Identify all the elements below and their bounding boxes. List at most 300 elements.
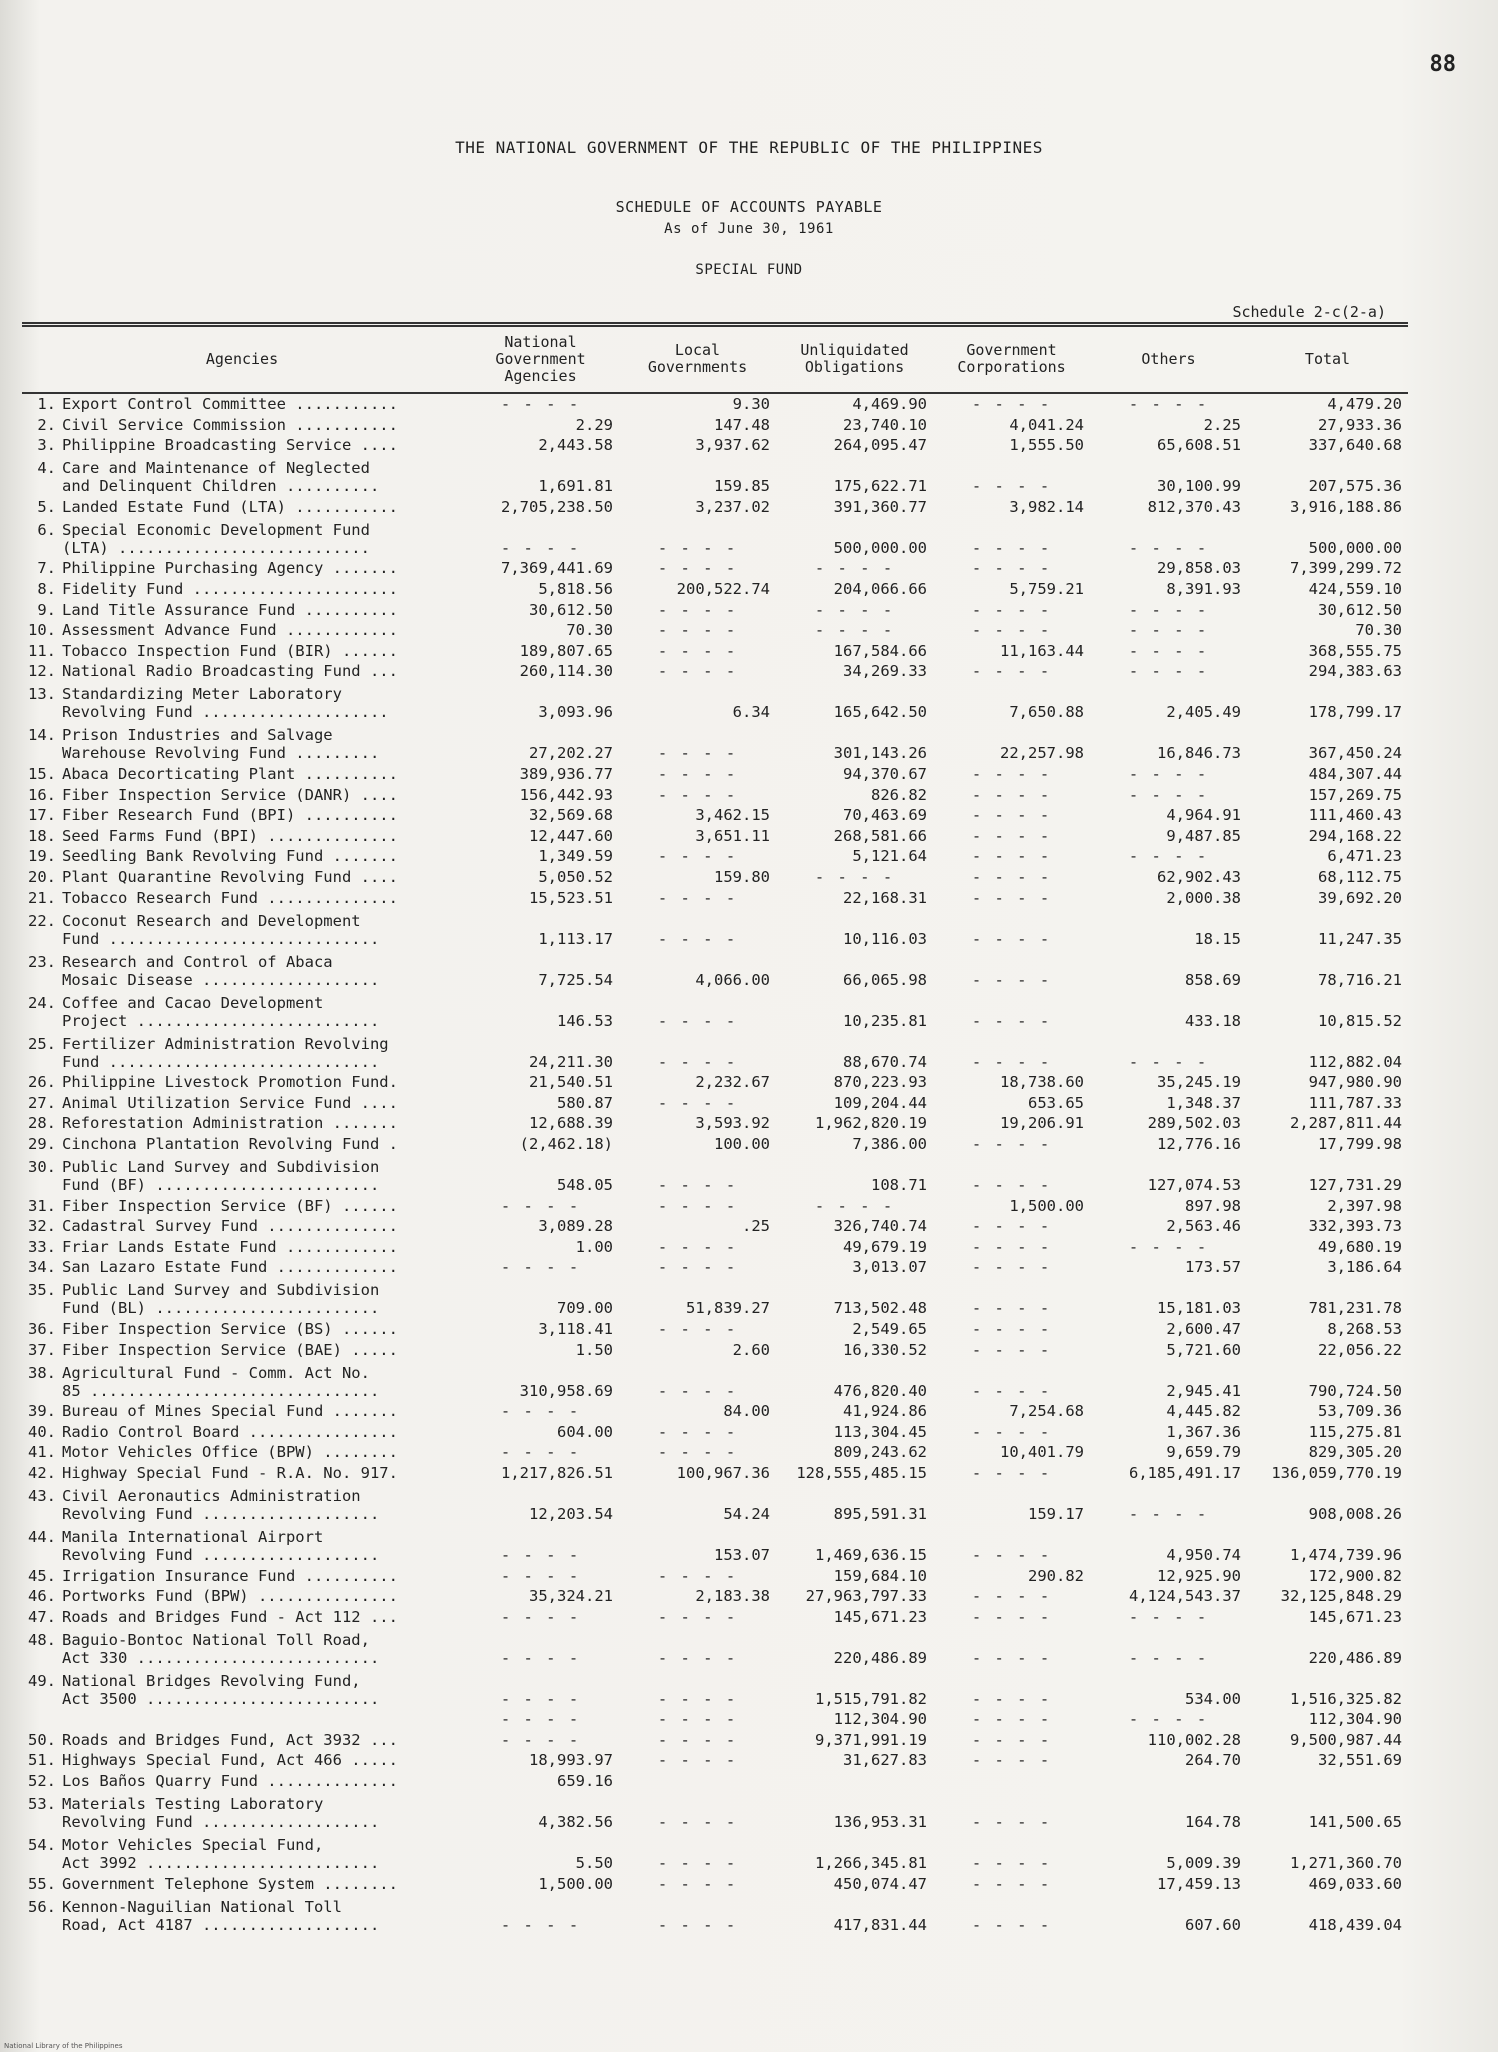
- national-government-value: - - - -: [500, 1566, 581, 1585]
- row-number: 54.: [28, 1836, 56, 1855]
- local-governments-value: 159.80: [714, 868, 770, 886]
- total-value: 17,799.98: [1318, 1134, 1402, 1153]
- table-row: [22, 762, 1408, 783]
- row-number: 36.: [28, 1319, 56, 1338]
- table-row: [22, 1626, 1408, 1667]
- row-number: 41.: [28, 1443, 56, 1462]
- local-governments-value: 54.24: [723, 1504, 770, 1523]
- agency-cell: [22, 762, 462, 783]
- unliquidated-obligations-value: 16,330.52: [843, 1340, 927, 1359]
- table-row: [22, 783, 1408, 804]
- total-value: 220,486.89: [1308, 1648, 1402, 1667]
- local-governments-value: - - - -: [657, 641, 738, 660]
- agency-name-continued: [28, 1916, 456, 1934]
- local-governments-value: - - - -: [657, 1011, 738, 1030]
- total-value: 781,231.78: [1308, 1299, 1402, 1318]
- row-number: 22.: [28, 911, 56, 930]
- others-value: 2,945.41: [1166, 1381, 1241, 1400]
- agency-cell: [22, 1749, 462, 1770]
- agency-text: Motor Vehicles Office (BPW) ........: [62, 1443, 398, 1462]
- schedule-label: Schedule 2-c(2-a): [1232, 303, 1386, 321]
- government-corporations-value: - - - -: [971, 600, 1052, 619]
- government-corporations-value: - - - -: [971, 395, 1052, 414]
- national-government-value: 12,688.39: [529, 1114, 613, 1133]
- row-number: 25.: [28, 1034, 56, 1053]
- others-value: 1,367.36: [1166, 1422, 1241, 1441]
- page-number: 88: [1429, 52, 1456, 77]
- agency-cell: [22, 639, 462, 660]
- table-row: [22, 1728, 1408, 1749]
- row-number: 26.: [28, 1073, 56, 1092]
- agency-text: Coconut Research and Development: [62, 911, 361, 930]
- agency-name: [28, 621, 398, 639]
- total-value: 136,059,770.19: [1271, 1463, 1402, 1482]
- government-corporations-value: 19,206.91: [1000, 1114, 1084, 1133]
- unliquidated-obligations-value: - - - -: [814, 600, 895, 619]
- agency-cell: [22, 660, 462, 681]
- unliquidated-obligations-value: 476,820.40: [833, 1381, 927, 1400]
- unliquidated-obligations-value: 4,469.90: [852, 395, 927, 414]
- national-government-value: 5,818.56: [538, 580, 613, 599]
- local-governments-value: - - - -: [657, 1648, 738, 1667]
- agency-cell: [22, 1605, 462, 1626]
- unliquidated-obligations-value: 10,116.03: [843, 929, 927, 948]
- agency-name: [28, 498, 398, 516]
- unliquidated-obligations-value: 113,304.45: [833, 1422, 927, 1441]
- local-governments-value: - - - -: [657, 1196, 738, 1215]
- agency-cell: [22, 1831, 462, 1872]
- unliquidated-obligations-value: 112,304.90: [833, 1710, 927, 1729]
- local-governments-value: - - - -: [657, 1730, 738, 1749]
- agency-text: Reforestation Administration .......: [62, 1114, 398, 1133]
- agency-cell: [22, 393, 462, 414]
- agency-text: Standardizing Meter Laboratory: [62, 685, 342, 704]
- national-government-value: - - - -: [500, 1443, 581, 1462]
- unliquidated-obligations-value: - - - -: [814, 868, 895, 886]
- unliquidated-obligations-value: 713,502.48: [833, 1299, 927, 1318]
- national-government-value: - - - -: [500, 1689, 581, 1708]
- agency-text: Baguio-Bontoc National Toll Road,: [62, 1630, 370, 1649]
- government-corporations-value: - - - -: [971, 1874, 1052, 1893]
- unliquidated-obligations-value: 809,243.62: [833, 1443, 927, 1462]
- table-row: [22, 1605, 1408, 1626]
- agency-name: [28, 1114, 398, 1132]
- local-governments-value: - - - -: [657, 1607, 738, 1626]
- others-value: 65,608.51: [1157, 436, 1241, 455]
- agency-cell: [22, 1153, 462, 1194]
- local-governments-value: - - - -: [657, 1710, 738, 1729]
- row-number: 52.: [28, 1772, 56, 1791]
- government-corporations-value: - - - -: [971, 1340, 1052, 1359]
- total-value: 30,612.50: [1318, 600, 1402, 619]
- table-row: [22, 1872, 1408, 1893]
- agency-text: Civil Aeronautics Administration: [62, 1486, 361, 1505]
- unliquidated-obligations-value: 3,013.07: [852, 1258, 927, 1277]
- agency-text: 85 ...............................: [62, 1381, 380, 1400]
- government-corporations-value: - - - -: [971, 847, 1052, 866]
- agency-text: Project ..........................: [62, 1011, 380, 1030]
- table-row: [22, 1564, 1408, 1585]
- agency-cell: [22, 1215, 462, 1236]
- row-number: 15.: [28, 765, 56, 784]
- local-governments-value: - - - -: [657, 1237, 738, 1256]
- others-value: 858.69: [1185, 970, 1241, 989]
- table-row: [22, 907, 1408, 948]
- agency-text: Special Economic Development Fund: [62, 520, 370, 539]
- local-governments-value: - - - -: [657, 888, 738, 907]
- government-corporations-value: 290.82: [1028, 1566, 1084, 1585]
- unliquidated-obligations-value: 10,235.81: [843, 1011, 927, 1030]
- agency-name: [28, 1487, 456, 1505]
- government-corporations-value: - - - -: [971, 1381, 1052, 1400]
- agency-text: Assessment Advance Fund ............: [62, 621, 398, 640]
- total-value: 11,247.35: [1318, 929, 1402, 948]
- local-governments-value: 2.60: [732, 1340, 770, 1359]
- total-value: 337,640.68: [1308, 436, 1402, 455]
- local-governments-value: 100,967.36: [676, 1463, 770, 1482]
- government-corporations-value: - - - -: [971, 1751, 1052, 1770]
- agency-name-continued: [28, 744, 456, 762]
- row-number: 53.: [28, 1795, 56, 1814]
- unliquidated-obligations-value: 109,204.44: [833, 1093, 927, 1112]
- agency-text: Cadastral Survey Fund ..............: [62, 1217, 398, 1236]
- local-governments-value: 3,593.92: [695, 1114, 770, 1133]
- national-government-value: 5.50: [575, 1854, 613, 1873]
- others-value: 5,721.60: [1166, 1340, 1241, 1359]
- national-government-value: 15,523.51: [529, 888, 613, 907]
- total-value: 332,393.73: [1308, 1217, 1402, 1236]
- national-government-value: - - - -: [500, 1196, 581, 1215]
- others-value: - - - -: [1128, 1710, 1209, 1729]
- national-government-value: - - - -: [500, 1730, 581, 1749]
- government-corporations-value: 653.65: [1028, 1093, 1084, 1112]
- agency-name: [28, 1772, 398, 1790]
- table-row: [22, 865, 1408, 886]
- agency-cell: [22, 845, 462, 866]
- government-corporations-value: - - - -: [971, 868, 1052, 886]
- total-value: 9,500,987.44: [1290, 1730, 1402, 1749]
- agency-text: Act 3500 .........................: [62, 1689, 380, 1708]
- local-governments-value: - - - -: [657, 621, 738, 640]
- total-value: 294,168.22: [1308, 826, 1402, 845]
- unliquidated-obligations-value: 31,627.83: [843, 1751, 927, 1770]
- local-governments-value: .25: [742, 1217, 770, 1236]
- agency-cell: [22, 1235, 462, 1256]
- local-governments-value: 200,522.74: [676, 580, 770, 599]
- total-value: 22,056.22: [1318, 1340, 1402, 1359]
- table-row: [22, 1769, 1408, 1790]
- government-corporations-value: - - - -: [971, 1648, 1052, 1667]
- government-corporations-value: - - - -: [971, 477, 1052, 496]
- local-governments-value: - - - -: [657, 785, 738, 804]
- table-row: [22, 1461, 1408, 1482]
- government-corporations-value: 159.17: [1028, 1504, 1084, 1523]
- agency-text: Act 330 ..........................: [62, 1648, 380, 1667]
- government-corporations-value: - - - -: [971, 1854, 1052, 1873]
- others-value: - - - -: [1128, 600, 1209, 619]
- others-value: 4,445.82: [1166, 1402, 1241, 1421]
- national-government-value: - - - -: [500, 1915, 581, 1934]
- table-row: [22, 1482, 1408, 1523]
- agency-text: Prison Industries and Salvage: [62, 726, 333, 745]
- national-government-value: 7,725.54: [538, 970, 613, 989]
- row-number: 30.: [28, 1157, 56, 1176]
- total-value: 294,383.63: [1308, 662, 1402, 681]
- row-number: 47.: [28, 1607, 56, 1626]
- agency-cell: [22, 907, 462, 948]
- agency-text: Fund (BF) ........................: [62, 1175, 380, 1194]
- table-row: [22, 680, 1408, 721]
- unliquidated-obligations-value: 391,360.77: [833, 497, 927, 516]
- national-government-value: 1.00: [575, 1237, 613, 1256]
- row-number: 12.: [28, 662, 56, 681]
- row-number: 18.: [28, 826, 56, 845]
- total-value: 8,268.53: [1327, 1319, 1402, 1338]
- agency-cell: [22, 1667, 462, 1708]
- total-value: 49,680.19: [1318, 1237, 1402, 1256]
- agency-cell: [22, 516, 462, 557]
- local-governments-value: 153.07: [714, 1545, 770, 1564]
- agency-name: [28, 395, 398, 413]
- unliquidated-obligations-value: 1,266,345.81: [815, 1854, 927, 1873]
- agency-name: [28, 1710, 62, 1728]
- agency-cell: [22, 1317, 462, 1338]
- total-value: 172,900.82: [1308, 1566, 1402, 1585]
- table-row: [22, 1194, 1408, 1215]
- agency-cell: [22, 989, 462, 1030]
- row-number: 46.: [28, 1587, 56, 1606]
- local-governments-value: - - - -: [657, 929, 738, 948]
- total-value: 27,933.36: [1318, 415, 1402, 434]
- unliquidated-obligations-value: 22,168.31: [843, 888, 927, 907]
- others-value: - - - -: [1128, 765, 1209, 784]
- government-corporations-value: 11,163.44: [1000, 641, 1084, 660]
- table-row: [22, 1441, 1408, 1462]
- government-corporations-value: [933, 1769, 1090, 1790]
- others-value: 110,002.28: [1147, 1730, 1241, 1749]
- agency-name-continued: [28, 703, 456, 721]
- unliquidated-obligations-value: 159,684.10: [833, 1566, 927, 1585]
- table-row: [22, 845, 1408, 866]
- government-corporations-value: - - - -: [971, 1237, 1052, 1256]
- total-value: 3,186.64: [1327, 1258, 1402, 1277]
- row-number: 34.: [28, 1258, 56, 1277]
- national-government-value: 580.87: [557, 1093, 613, 1112]
- national-government-value: 21,540.51: [529, 1073, 613, 1092]
- table-row: [22, 393, 1408, 414]
- government-corporations-value: - - - -: [971, 1463, 1052, 1482]
- national-government-value: 1,217,826.51: [501, 1463, 613, 1482]
- agency-text: Irrigation Insurance Fund ..........: [62, 1566, 398, 1585]
- row-number: 19.: [28, 847, 56, 866]
- government-corporations-value: - - - -: [971, 1052, 1052, 1071]
- national-government-value: - - - -: [500, 1648, 581, 1667]
- others-value: 812,370.43: [1147, 497, 1241, 516]
- agency-name: [28, 1402, 398, 1420]
- government-corporations-value: 10,401.79: [1000, 1443, 1084, 1462]
- agency-text: Fidelity Fund ......................: [62, 580, 398, 599]
- total-value: 141,500.65: [1308, 1813, 1402, 1832]
- agency-cell: [22, 1276, 462, 1317]
- agency-cell: [22, 1091, 462, 1112]
- table-row: [22, 619, 1408, 640]
- row-number: 28.: [28, 1114, 56, 1133]
- national-government-value: 7,369,441.69: [501, 559, 613, 578]
- national-government-value: 189,807.65: [519, 641, 613, 660]
- agency-text: Motor Vehicles Special Fund,: [62, 1836, 324, 1855]
- agency-name-continued: [28, 1854, 456, 1872]
- unliquidated-obligations-value: - - - -: [814, 1196, 895, 1215]
- table-row: [22, 516, 1408, 557]
- agency-name-continued: [28, 930, 456, 948]
- unliquidated-obligations-value: - - - -: [814, 559, 895, 578]
- government-corporations-value: - - - -: [971, 1587, 1052, 1606]
- row-number: 4.: [37, 459, 56, 478]
- government-corporations-value: - - - -: [971, 1545, 1052, 1564]
- agency-cell: [22, 783, 462, 804]
- agency-name: [28, 1281, 456, 1299]
- local-governments-value: - - - -: [657, 538, 738, 557]
- agency-text: Portworks Fund (BPW) ...............: [62, 1587, 398, 1606]
- row-number: 49.: [28, 1671, 56, 1690]
- total-value: 1,516,325.82: [1290, 1689, 1402, 1708]
- unliquidated-obligations-value: 66,065.98: [843, 970, 927, 989]
- agency-name-continued: [28, 1176, 456, 1194]
- agency-name-continued: [28, 539, 456, 557]
- document-subtitle: SCHEDULE OF ACCOUNTS PAYABLE: [615, 198, 883, 216]
- agency-name: [28, 806, 398, 824]
- local-governments-value: - - - -: [657, 1175, 738, 1194]
- national-government-value: - - - -: [500, 1545, 581, 1564]
- unliquidated-obligations-value: 1,962,820.19: [815, 1114, 927, 1133]
- agency-name-continued: [28, 1299, 456, 1317]
- national-government-value: 12,447.60: [529, 826, 613, 845]
- agency-name: [28, 912, 456, 930]
- unliquidated-obligations-value: 826.82: [871, 785, 927, 804]
- total-value: 7,399,299.72: [1290, 559, 1402, 578]
- table-row: [22, 1030, 1408, 1071]
- others-value: 173.57: [1185, 1258, 1241, 1277]
- local-governments-value: - - - -: [657, 1443, 738, 1462]
- agency-name-continued: [28, 1546, 456, 1564]
- unliquidated-obligations-value: 49,679.19: [843, 1237, 927, 1256]
- row-number: 16.: [28, 785, 56, 804]
- table-row: [22, 495, 1408, 516]
- row-number: 17.: [28, 806, 56, 825]
- agency-text: Public Land Survey and Subdivision: [62, 1157, 380, 1176]
- agency-name: [28, 642, 398, 660]
- agency-name: [28, 1197, 398, 1215]
- local-governments-value: - - - -: [657, 1689, 738, 1708]
- table-row: [22, 454, 1408, 495]
- table-row: [22, 1585, 1408, 1606]
- agency-text: San Lazaro Estate Fund .............: [62, 1258, 398, 1277]
- agency-text: Los Baños Quarry Fund ..............: [62, 1772, 398, 1791]
- local-governments-value: 4,066.00: [695, 970, 770, 989]
- agency-text: Seed Farms Fund (BPI) ..............: [62, 826, 398, 845]
- table-row: [22, 413, 1408, 434]
- local-governments-value: - - - -: [657, 600, 738, 619]
- total-value: 78,716.21: [1318, 970, 1402, 989]
- agency-text: Fiber Inspection Service (BF) ......: [62, 1196, 398, 1215]
- agency-name: [28, 1258, 398, 1276]
- unliquidated-obligations-value: 88,670.74: [843, 1052, 927, 1071]
- agency-text: Government Telephone System ........: [62, 1874, 398, 1893]
- unliquidated-obligations-value: 895,591.31: [833, 1504, 927, 1523]
- agency-cell: [22, 824, 462, 845]
- others-value: 2,600.47: [1166, 1319, 1241, 1338]
- agency-name: [28, 1795, 456, 1813]
- unliquidated-obligations-value: 417,831.44: [833, 1915, 927, 1934]
- unliquidated-obligations-value: 108.71: [871, 1175, 927, 1194]
- agency-cell: [22, 598, 462, 619]
- others-value: 17,459.13: [1157, 1874, 1241, 1893]
- agency-text: Tobacco Research Fund ..............: [62, 888, 398, 907]
- agency-text: Landed Estate Fund (LTA) ...........: [62, 497, 398, 516]
- others-value: 62,902.43: [1157, 868, 1241, 886]
- agency-text: Fund (BL) ........................: [62, 1299, 380, 1318]
- others-value: 1,348.37: [1166, 1093, 1241, 1112]
- agency-name: [28, 521, 456, 539]
- agency-name: [28, 1423, 398, 1441]
- unliquidated-obligations-value: - - - -: [814, 621, 895, 640]
- row-number: 7.: [37, 559, 56, 578]
- others-value: 2,563.46: [1166, 1217, 1241, 1236]
- agency-name: [28, 662, 398, 680]
- government-corporations-value: - - - -: [971, 1011, 1052, 1030]
- row-number: 32.: [28, 1217, 56, 1236]
- local-governments-value: 2,183.38: [695, 1587, 770, 1606]
- others-value: 897.98: [1185, 1196, 1241, 1215]
- local-governments-value: - - - -: [657, 1319, 738, 1338]
- fund-label: SPECIAL FUND: [695, 262, 803, 278]
- total-value: 68,112.75: [1318, 868, 1402, 886]
- agency-name: [28, 1731, 398, 1749]
- agency-cell: [22, 680, 462, 721]
- national-government-value: 27,202.27: [529, 744, 613, 763]
- agency-name: [28, 847, 398, 865]
- government-corporations-value: - - - -: [971, 1607, 1052, 1626]
- table-row: [22, 1215, 1408, 1236]
- column-header-unliquidated-obligations: Unliquidated Obligations: [776, 325, 933, 393]
- national-government-value: 1,691.81: [538, 477, 613, 496]
- agency-cell: [22, 1030, 462, 1071]
- row-number: 43.: [28, 1486, 56, 1505]
- agency-text: Highway Special Fund - R.A. No. 917.: [62, 1463, 398, 1482]
- agency-cell: [22, 721, 462, 762]
- others-value: 2,000.38: [1166, 888, 1241, 907]
- row-number: 21.: [28, 888, 56, 907]
- agency-text: Road, Act 4187 ...................: [62, 1915, 380, 1934]
- total-value: 2,397.98: [1327, 1196, 1402, 1215]
- national-government-value: 30,612.50: [529, 600, 613, 619]
- others-value: 8,391.93: [1166, 580, 1241, 599]
- national-government-value: 389,936.77: [519, 765, 613, 784]
- local-governments-value: - - - -: [657, 1093, 738, 1112]
- agency-text: Cinchona Plantation Revolving Fund .: [62, 1134, 398, 1153]
- agency-name: [28, 1158, 456, 1176]
- national-government-value: 4,382.56: [538, 1813, 613, 1832]
- row-number: 35.: [28, 1281, 56, 1300]
- row-number: 6.: [37, 520, 56, 539]
- others-value: 6,185,491.17: [1129, 1463, 1241, 1482]
- national-government-value: 2,443.58: [538, 436, 613, 455]
- government-corporations-value: - - - -: [971, 1710, 1052, 1729]
- government-corporations-value: - - - -: [971, 785, 1052, 804]
- table-row: [22, 1708, 1408, 1729]
- total-value: 70.30: [1355, 621, 1402, 640]
- row-number: 9.: [37, 600, 56, 619]
